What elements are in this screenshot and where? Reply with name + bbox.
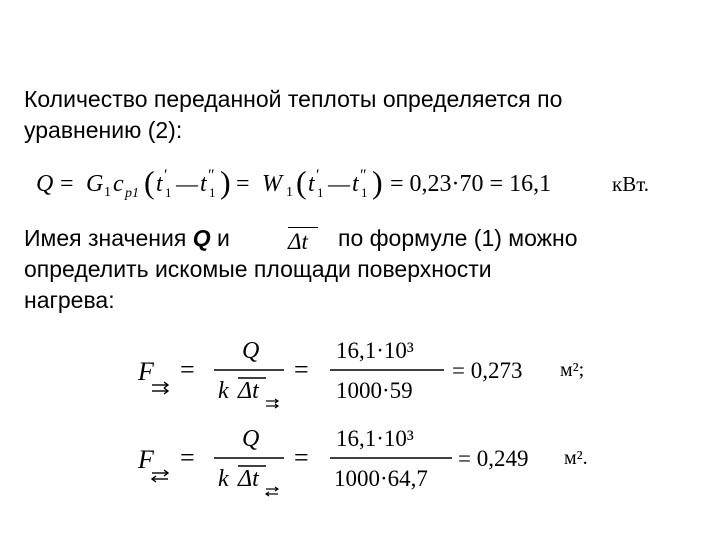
heat-equation <box>34 160 694 206</box>
eq-t1-dprime-2: t <box>352 171 359 197</box>
intro-paragraph <box>24 84 694 146</box>
eq-t1-prime-2-sup: ′ <box>316 167 320 184</box>
eq-g: G <box>86 171 104 197</box>
and-word: и <box>210 225 230 251</box>
f1-lhs: F <box>138 357 154 386</box>
eq-t1-prime: t <box>156 171 163 197</box>
second-paragraph <box>24 223 694 316</box>
area-formula-1 <box>134 328 614 418</box>
f1-den-k: k <box>218 378 229 404</box>
eq-t1-dprime-sub: 1 <box>209 185 216 200</box>
f1-unit: м²; <box>560 359 585 381</box>
f1-num-q: Q <box>242 338 260 364</box>
second-line-1-start: Имея значения <box>24 225 193 251</box>
heat-equation-svg <box>34 160 694 206</box>
bracket-close-1: ) <box>220 164 231 200</box>
eq-g-sub: 1 <box>104 185 111 200</box>
bracket-open-2: ( <box>296 164 307 200</box>
second-line-1 <box>24 223 694 254</box>
f2-num-q: Q <box>242 426 260 452</box>
bracket-close-2: ) <box>372 164 383 200</box>
bracket-open-1: ( <box>144 164 155 200</box>
eq-t1-dprime: t <box>200 171 207 197</box>
area-formula-2-svg <box>134 416 614 506</box>
f2-eq-1: = <box>180 443 195 472</box>
f2-den-k: k <box>218 466 229 492</box>
second-line-2: определить искомые площади поверхности <box>24 256 492 282</box>
eq-minus-1: — <box>176 171 198 196</box>
intro-line-2: уравнению (2): <box>24 117 183 143</box>
f2-num-2: 16,1·10³ <box>336 426 414 451</box>
f1-result: = 0,273 <box>452 358 523 383</box>
eq-t1-prime-sub: 1 <box>165 185 172 200</box>
eq-sign-2: = <box>236 171 250 197</box>
eq-sign-1: = <box>60 171 74 197</box>
q-symbol: Q <box>192 225 211 251</box>
f1-eq-2: = <box>294 355 309 384</box>
eq-w: W <box>262 171 282 197</box>
eq-w-sub: 1 <box>286 185 293 200</box>
eq-t1-prime-2: t <box>308 171 315 197</box>
second-line-3: нагрева: <box>24 287 115 313</box>
mean-delta-t <box>286 223 326 254</box>
eq-t1-prime-2-sub: 1 <box>317 185 324 200</box>
eq-result: = 0,23·70 = 16,1 <box>390 171 552 197</box>
f2-arrows <box>152 470 168 482</box>
eq-c: c <box>113 171 124 197</box>
f2-unit: м². <box>564 447 588 469</box>
area-formula-1-svg <box>134 328 614 418</box>
area-formula-2 <box>134 416 614 506</box>
f1-den-2: 1000·59 <box>336 378 413 403</box>
intro-line-1: Количество переданной теплоты определяется по <box>24 86 563 112</box>
f2-result: = 0,249 <box>458 446 529 471</box>
f1-arrows <box>152 382 168 394</box>
eq-t1-prime-sup: ′ <box>164 167 168 184</box>
f2-eq-2: = <box>294 443 309 472</box>
f1-eq-1: = <box>180 355 195 384</box>
f1-num-2: 16,1·10³ <box>336 338 414 363</box>
eq-minus-2: — <box>328 171 350 196</box>
f2-dt-arrows <box>266 487 278 496</box>
eq-unit: кВт. <box>612 172 650 196</box>
delta-t-symbol: Δt <box>288 229 308 254</box>
f1-den-dt: Δt <box>238 378 259 404</box>
eq-c-sub: p1 <box>125 186 139 201</box>
f2-den-dt: Δt <box>238 466 259 492</box>
f1-dt-arrows <box>266 399 278 408</box>
f2-lhs: F <box>138 445 154 474</box>
f2-den-2: 1000·64,7 <box>334 466 428 491</box>
eq-lhs: Q <box>36 171 54 197</box>
eq-t1-dprime-2-sub: 1 <box>361 185 368 200</box>
second-line-1-end: по формуле (1) можно <box>338 225 578 251</box>
eq-t1-dprime-2-sup: ″ <box>360 167 367 184</box>
eq-t1-dprime-sup: ″ <box>208 167 215 184</box>
